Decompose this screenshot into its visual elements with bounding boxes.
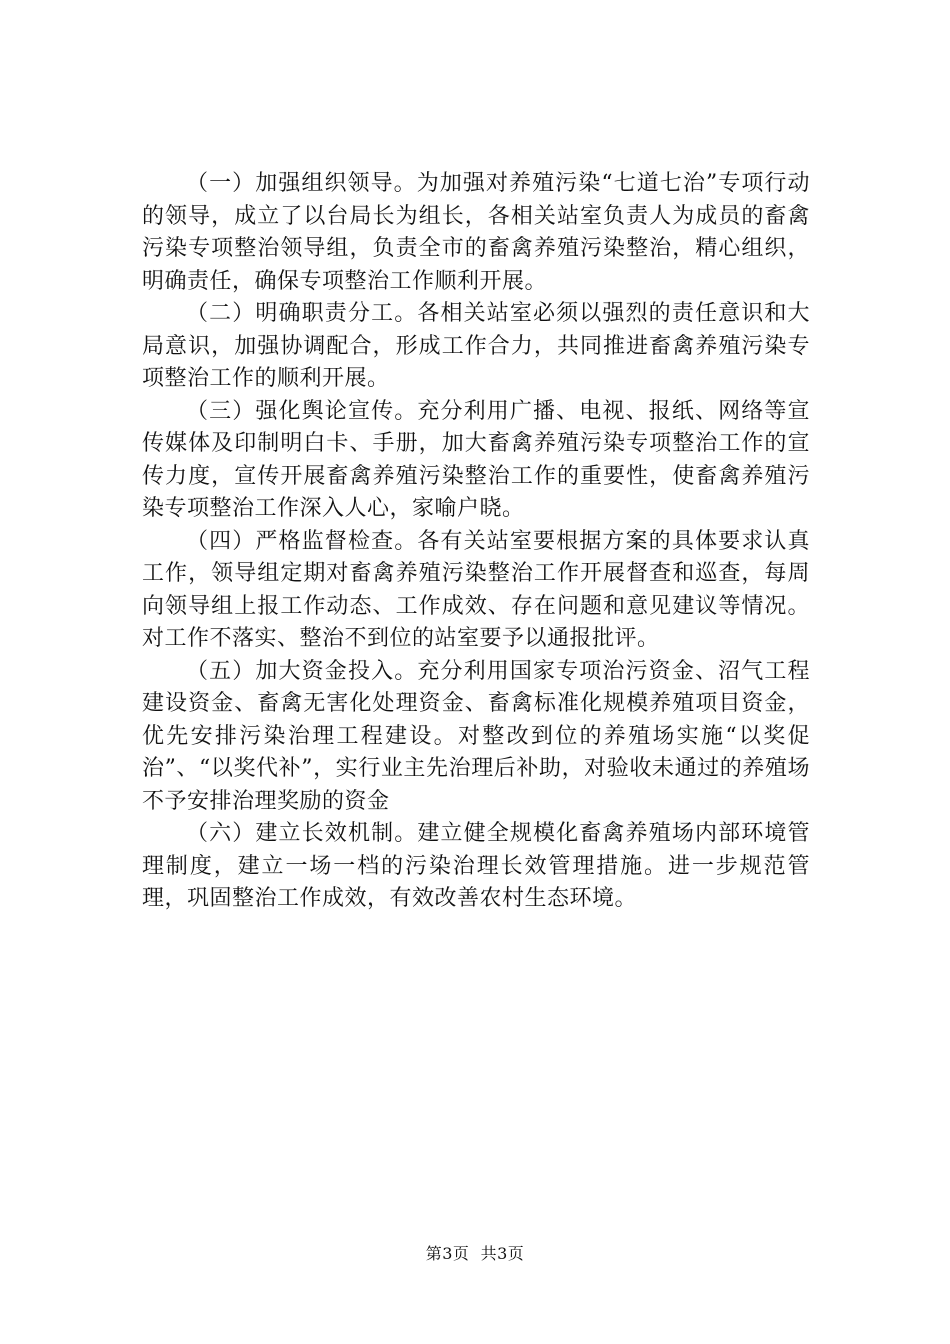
paragraph-2: （二）明确职责分工。各相关站室必须以强烈的责任意识和大局意识，加强协调配合，形成工作合力，共同推进畜禽养殖污染专项整治工作的顺利开展。 bbox=[142, 301, 810, 391]
page-number: 第3页 bbox=[425, 1244, 470, 1263]
paragraph-5: （五）加大资金投入。充分利用国家专项治污资金、沼气工程建设资金、畜禽无害化处理资金、畜禽标准化规模养殖项目资金，优先安排污染治理工程建设。对整改到位的养殖场实施“以奖促治”、“以奖代补”，实行业主先治理后补助，对验收未通过的养殖场不予安排治理奖励的资金 bbox=[142, 658, 810, 814]
paragraph-4: （四）严格监督检查。各有关站室要根据方案的具体要求认真工作，领导组定期对畜禽养殖污染整治工作开展督查和巡查，每周向领导组上报工作动态、工作成效、存在问题和意见建议等情况。对工作不落实、整治不到位的站室要予以通报批评。 bbox=[142, 528, 810, 651]
page-footer bbox=[0, 1244, 950, 1264]
paragraph-1: （一）加强组织领导。为加强对养殖污染“七道七治”专项行动的领导，成立了以台局长为组长，各相关站室负责人为成员的畜禽污染专项整治领导组，负责全市的畜禽养殖污染整治，精心组织，明确责任，确保专项整治工作顺利开展。 bbox=[142, 171, 810, 294]
paragraph-6: （六）建立长效机制。建立健全规模化畜禽养殖场内部环境管理制度，建立一场一档的污染治理长效管理措施。进一步规范管理，巩固整治工作成效，有效改善农村生态环境。 bbox=[142, 821, 810, 911]
document-body bbox=[142, 168, 810, 916]
page-total: 共3页 bbox=[480, 1244, 525, 1263]
paragraph-3: （三）强化舆论宣传。充分利用广播、电视、报纸、网络等宣传媒体及印制明白卡、手册，加大畜禽养殖污染专项整治工作的宣传力度，宣传开展畜禽养殖污染整治工作的重要性，使畜禽养殖污染专项整治工作深入人心，家喻户晓。 bbox=[142, 398, 810, 521]
